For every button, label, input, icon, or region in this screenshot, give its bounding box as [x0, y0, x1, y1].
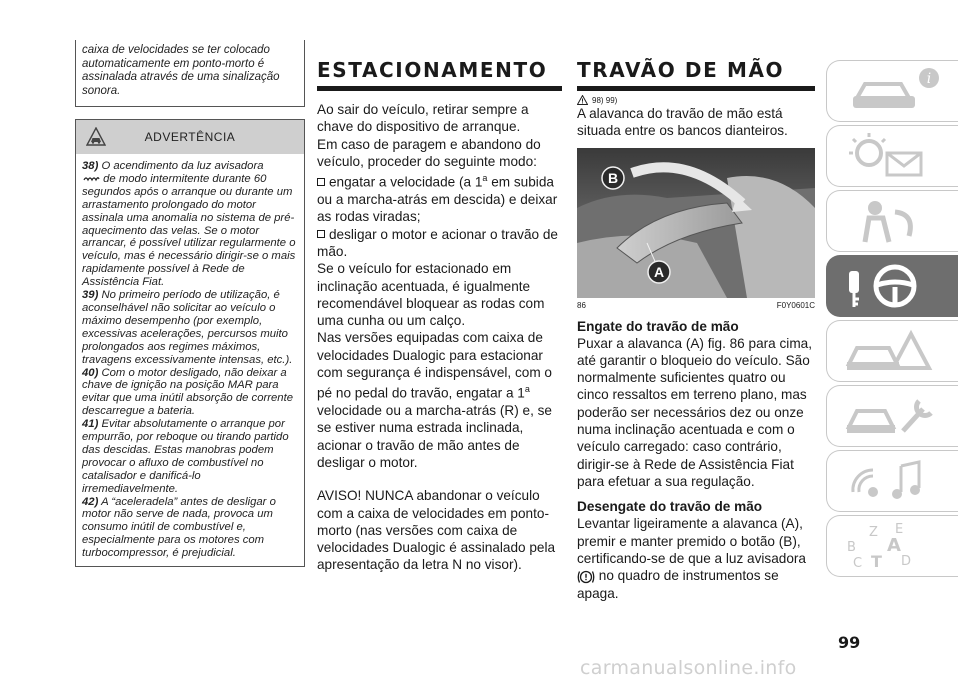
- glow-plug-icon: [82, 174, 100, 183]
- continuation-box: [75, 40, 305, 107]
- maintenance-icon: [839, 391, 939, 441]
- paragraph: Levantar ligeiramente a alavanca (A), premir e manter premido o botão (B), certificando-se de que a luz avisadora no quadro de instrumentos se apaga.: [577, 516, 806, 601]
- warning-item: 38) O acendimento da luz avisadora de modo intermitente durante 60 segundos após o arranque ou durante um arrastamento prolongado do motor assinala uma anomalia no sistema de pré-aquecimento das velas. Se o motor arrancar, é possível utilizar regularmente o veículo, mas é necessário dirigir-se o mais rapidamente possível à Rede de Assistência Fiat.: [82, 160, 296, 289]
- svg-text:i: i: [926, 71, 932, 87]
- watermark: carmanualsonline.info: [580, 657, 797, 679]
- warning-body: [76, 154, 304, 566]
- key-steering-icon: [839, 261, 939, 311]
- car-info-icon: [839, 66, 939, 116]
- paragraph: Ao sair do veículo, retirar sempre a chave do dispositivo de arranque.: [317, 102, 529, 135]
- left-column: [75, 40, 305, 567]
- section-body: [317, 101, 562, 574]
- svg-text:Z: Z: [869, 525, 878, 540]
- paragraph: Puxar a alavanca (A) fig. 86 para cima, até garantir o bloqueio do veículo. São normalmente suficientes quatro ou cinco ressaltos em terreno plano, mas poderão ser necessários dez ou onze numa inclinação acentuada e com o veículo carregado: caso contrário, dirigir-se à Rede de Assistência Fiat para efetuar a sua regulação.: [577, 335, 812, 489]
- warning-box: [75, 119, 305, 567]
- tab-index[interactable]: [826, 515, 958, 577]
- paragraph: Em caso de paragem e abandono do veículo, proceder do seguinte modo:: [317, 136, 541, 169]
- section-title-estacionamento: ESTACIONAMENTO: [317, 58, 548, 82]
- tab-starting-driving[interactable]: [826, 255, 958, 317]
- warning-item: 39) No primeiro período de utilização, é aconselhável não solicitar ao veículo o máximo desempenho (por exemplo, excessivas acelerações, percursos muito prolongados aos regimes máximos, travagens excessivamente intensas, etc.).: [82, 289, 293, 366]
- reference-numbers: 98) 99): [592, 95, 618, 105]
- tab-safety[interactable]: [826, 190, 958, 252]
- label-a: A: [653, 263, 665, 280]
- handbrake-photo: [577, 148, 815, 298]
- section-title-travao: TRAVÃO DE MÃO: [577, 58, 785, 82]
- handbrake-figure: [577, 148, 815, 298]
- tab-breakdown[interactable]: [826, 320, 958, 382]
- multimedia-icon: [839, 456, 939, 506]
- tab-car-info[interactable]: [826, 60, 958, 122]
- label-b: B: [607, 169, 619, 186]
- tab-warning-lights[interactable]: [826, 125, 958, 187]
- warning-triangle-icon: [577, 95, 588, 105]
- car-warning-icon: [86, 127, 106, 147]
- tab-maintenance[interactable]: [826, 385, 958, 447]
- figure-caption: [577, 301, 815, 310]
- section-rule: [317, 86, 562, 91]
- svg-text:D: D: [901, 554, 912, 569]
- warning-header: [76, 120, 304, 154]
- svg-text:A: A: [887, 535, 901, 556]
- section-rule: [577, 86, 815, 91]
- paragraph: A alavanca do travão de mão está situada entre os bancos dianteiros.: [577, 106, 788, 139]
- subtitle-desengate: Desengate do travão de mão: [577, 499, 763, 515]
- right-column: [577, 40, 815, 602]
- page-number: 99: [838, 633, 861, 652]
- figure-code: F0Y0601C: [776, 300, 815, 310]
- paragraph: Se o veículo for estacionado em inclinação acentuada, é igualmente recomendável bloquear as rodas com uma cunha ou um calço.: [317, 261, 545, 329]
- warning-item: 41) Evitar absolutamente o arranque por empurrão, por reboque ou tirando partido das descidas. Estas manobras podem provocar o afluxo de combustível no catalisador e danificá-lo irremediavelmente.: [82, 418, 289, 495]
- warning-item: 42) A “aceleradela” antes de desligar o motor não serve de nada, provoca um consumo inútil de combustível e, especialmente para os motores com turbocompressor, é prejudicial.: [82, 495, 276, 560]
- figure-number: 86: [577, 300, 586, 310]
- breakdown-icon: [839, 326, 939, 376]
- chapter-tabs: [826, 60, 958, 580]
- bullet-item: desligar o motor e acionar o travão de mão.: [317, 226, 558, 259]
- svg-text:C: C: [853, 556, 863, 571]
- svg-text:B: B: [847, 540, 856, 555]
- bullet-item: engatar a velocidade (a 1$^a$ em subida ou a marcha-atrás em descida) e deixar as rodas viradas;: [317, 173, 558, 225]
- continuation-text: caixa de velocidades se ter colocado automaticamente em ponto-morto é assinalada através de uma sinalização sonora.: [82, 44, 280, 97]
- subtitle-engate: Engate do travão de mão: [577, 318, 739, 334]
- warning-title: ADVERTÊNCIA: [144, 130, 236, 144]
- notice-paragraph: AVISO! NUNCA abandonar o veículo com a caixa de velocidades em ponto-morto (nas versões com caixa de velocidades Dualogic é assinalado pela apresentação da letra N no visor).: [317, 488, 556, 573]
- brake-warning-light-icon: [577, 569, 595, 585]
- safety-airbag-icon: [839, 196, 939, 246]
- tab-multimedia[interactable]: [826, 450, 958, 512]
- middle-column: [317, 40, 562, 574]
- warning-references: [577, 95, 815, 105]
- warning-item: 40) Com o motor desligado, não deixar a chave de ignição na posição MAR para evitar que uma inútil absorção de corrente descarregue a bateria.: [82, 366, 293, 418]
- svg-text:E: E: [895, 522, 904, 537]
- index-letters-icon: [839, 521, 939, 571]
- checkbox-bullet-icon: [317, 178, 325, 186]
- paragraph: Nas versões equipadas com caixa de velocidades Dualogic para estacionar com segurança é indispensável, com o pé no pedal do travão, engatar a 1$^a$ velocidade ou a marcha-atrás (R) e, se se estiver numa estrada inclinada, acionar o travão de mão antes de desligar o motor.: [317, 330, 552, 470]
- checkbox-bullet-icon: [317, 230, 325, 238]
- warning-lights-icon: [839, 131, 939, 181]
- svg-text:T: T: [871, 552, 882, 571]
